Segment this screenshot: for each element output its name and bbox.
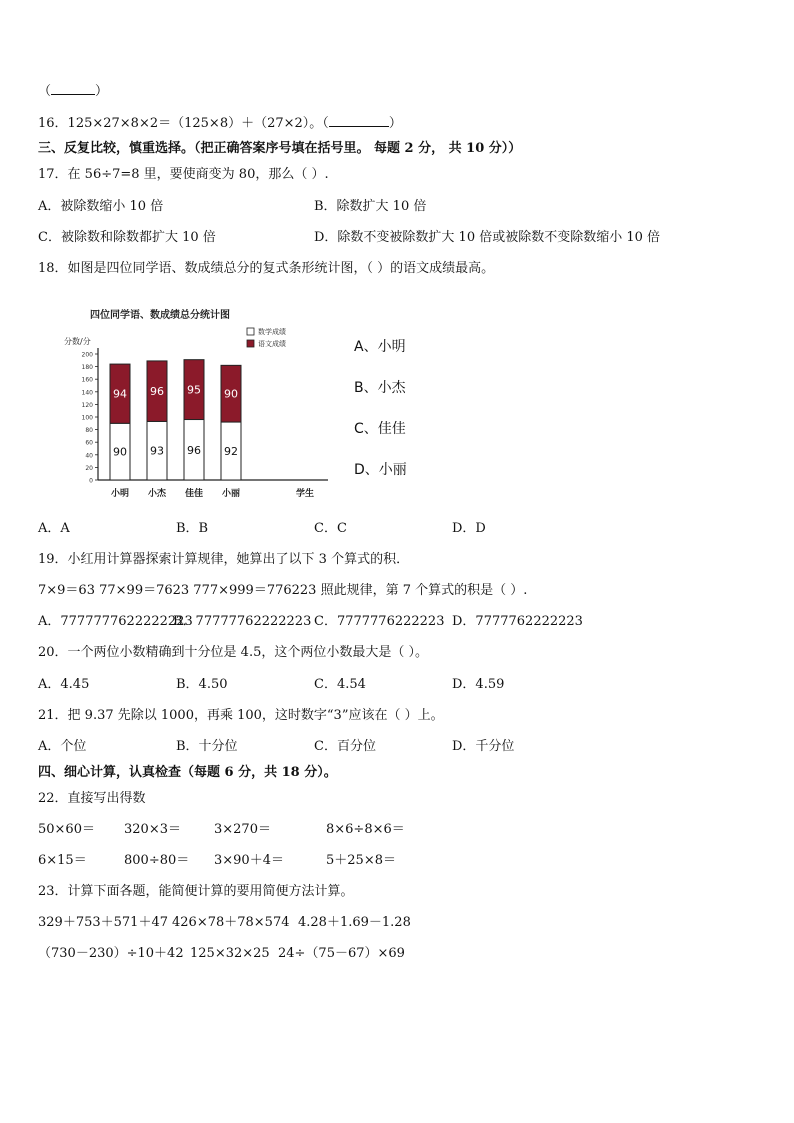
- chart-option-b: B、小杰: [354, 380, 406, 396]
- q23-item: 125×32×25: [190, 946, 270, 961]
- q23-item: 4.28＋1.69－1.28: [298, 915, 411, 930]
- q22-item: 6×15＝: [38, 853, 87, 868]
- y-axis-label: 分数/分: [64, 337, 91, 346]
- legend-swatch: [247, 340, 254, 347]
- legend-label: 数学成绩: [258, 328, 286, 336]
- q21-option-b[interactable]: B．十分位: [176, 739, 238, 754]
- answer-blank[interactable]: [329, 114, 389, 127]
- y-tick-label: 160: [81, 376, 93, 384]
- data-label-chinese: 94: [113, 387, 127, 401]
- y-tick-label: 180: [81, 364, 93, 372]
- q21-option-d[interactable]: D．千分位: [452, 739, 515, 754]
- q19-option-b[interactable]: B．77777762222223: [173, 614, 312, 629]
- q18-option-a[interactable]: A．A: [38, 521, 70, 536]
- q23-item: 24÷（75－67）×69: [278, 946, 405, 961]
- chart-option-c: C、佳佳: [354, 421, 406, 437]
- q19-option-c[interactable]: C．7777776222223: [314, 614, 445, 629]
- y-tick-label: 140: [81, 389, 93, 397]
- q18-option-b[interactable]: B．B: [176, 521, 209, 536]
- q20-option-a[interactable]: A．4.45: [38, 677, 90, 692]
- data-label-math: 92: [224, 445, 238, 459]
- chart-title: 四位同学语、数成绩总分统计图: [90, 310, 230, 321]
- x-tick-label: 小杰: [147, 489, 167, 499]
- y-tick-label: 40: [85, 452, 93, 460]
- q17-option-d[interactable]: D．除数不变被除数扩大 10 倍或被除数不变除数缩小 10 倍: [314, 230, 661, 245]
- y-tick-label: 100: [81, 414, 93, 422]
- y-tick-label: 0: [89, 477, 93, 485]
- chart-svg: [62, 300, 362, 505]
- section-3-heading: 三、反复比较，慎重选择。（把正确答案序号填在括号里。 每题 2 分， 共 10 分））: [38, 141, 522, 156]
- y-tick-label: 200: [81, 351, 93, 359]
- q23-item: 426×78＋78×574: [172, 915, 290, 930]
- answer-blank[interactable]: [51, 82, 95, 95]
- data-label-math: 93: [150, 444, 164, 458]
- question-20-stem: 20．一个两位小数精确到十分位是 4.5，这个两位小数最大是（ ）。: [38, 645, 428, 660]
- x-axis-label: 学生: [296, 489, 315, 499]
- y-tick-label: 120: [81, 401, 93, 409]
- y-tick-label: 60: [85, 439, 93, 447]
- q22-item: 5＋25×8＝: [326, 853, 396, 868]
- question-18-stem: 18．如图是四位同学语、数成绩总分的复式条形统计图，（ ）的语文成绩最高。: [38, 261, 495, 276]
- q18-option-c[interactable]: C．C: [314, 521, 347, 536]
- data-label-math: 96: [187, 443, 201, 457]
- question-19-stem: 19．小红用计算器探索计算规律，她算出了以下 3 个算式的积．: [38, 552, 410, 567]
- q18-option-d[interactable]: D．D: [452, 521, 486, 536]
- data-label-chinese: 96: [150, 385, 164, 399]
- x-tick-label: 佳佳: [184, 489, 204, 499]
- question-21-stem: 21．把 9.37 先除以 1000，再乘 100，这时数字“3”应该在（ ）上。: [38, 708, 444, 723]
- chart-option-a: A、小明: [354, 339, 406, 355]
- y-tick-label: 20: [85, 464, 93, 472]
- x-tick-label: 小丽: [221, 489, 241, 499]
- question-19-formulas: 7×9＝63 77×99＝7623 777×999＝776223 照此规律，第 7 个算式的积是（ ）.: [38, 583, 528, 598]
- x-tick-label: 小明: [110, 489, 130, 499]
- q22-item: 800÷80＝: [124, 853, 190, 868]
- q17-option-b[interactable]: B．除数扩大 10 倍: [314, 199, 427, 214]
- data-label-math: 90: [113, 445, 127, 459]
- question-17-stem: 17．在 56÷7=8 里，要使商变为 80，那么（ ）.: [38, 167, 329, 182]
- q23-item: 329＋753＋571＋47: [38, 915, 168, 930]
- data-label-chinese: 95: [187, 383, 201, 397]
- y-tick-label: 80: [85, 427, 93, 435]
- q23-item: （730－230）÷10＋42: [38, 946, 184, 961]
- chart-option-d: D、小丽: [354, 462, 407, 478]
- data-label-chinese: 90: [224, 387, 238, 401]
- legend-swatch: [247, 328, 254, 335]
- section-4-heading: 四、细心计算，认真检查（每题 6 分，共 18 分）。: [38, 765, 337, 780]
- q22-item: 3×270＝: [214, 822, 271, 837]
- q19-option-d[interactable]: D．7777762222223: [452, 614, 583, 629]
- q22-item: 50×60＝: [38, 822, 95, 837]
- q15-answer-blank-line: （ ）: [38, 84, 109, 99]
- bar-chart: [62, 300, 362, 505]
- q19-option-a[interactable]: A．7777777622222223: [38, 614, 193, 629]
- q20-option-d[interactable]: D．4.59: [452, 677, 505, 692]
- q20-option-c[interactable]: C．4.54: [314, 677, 366, 692]
- q21-option-a[interactable]: A．个位: [38, 739, 87, 754]
- q21-option-c[interactable]: C．百分位: [314, 739, 376, 754]
- q17-option-c[interactable]: C．被除数和除数都扩大 10 倍: [38, 230, 216, 245]
- question-23-stem: 23．计算下面各题，能简便计算的要用简便方法计算。: [38, 884, 354, 899]
- question-22-stem: 22．直接写出得数: [38, 791, 146, 806]
- question-16: 16．125×27×8×2＝（125×8）＋（27×2）。（ ）: [38, 116, 402, 131]
- legend-label: 语文成绩: [258, 340, 286, 348]
- q22-item: 3×90＋4＝: [214, 853, 284, 868]
- q17-option-a[interactable]: A．被除数缩小 10 倍: [38, 199, 164, 214]
- q20-option-b[interactable]: B．4.50: [176, 677, 228, 692]
- q22-item: 8×6÷8×6＝: [326, 822, 405, 837]
- q22-item: 320×3＝: [124, 822, 181, 837]
